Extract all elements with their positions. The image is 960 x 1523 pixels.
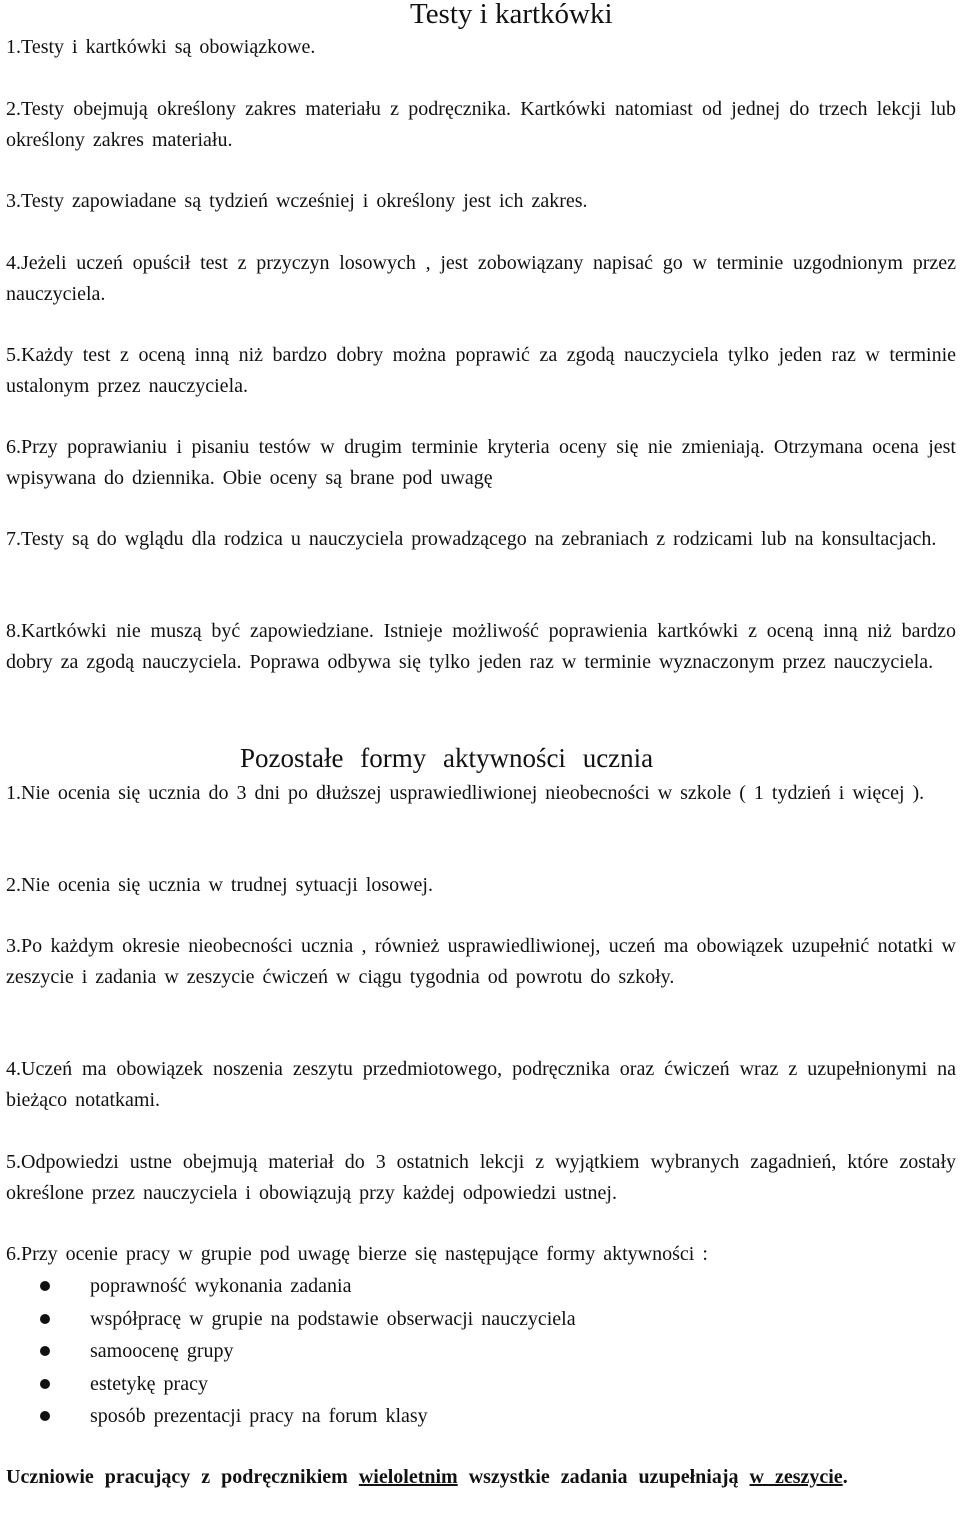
rule-6: 6.Przy poprawianiu i pisaniu testów w drugim terminie kryteria oceny się nie zmieniają. Otrzymana ocena jest wpisywana do dziennika. Obie oceny są brane pod uwagę xyxy=(6,436,956,489)
other-rule-2: 2.Nie ocenia się ucznia w trudnej sytuacji losowej. xyxy=(6,874,433,896)
list-item-text: poprawność wykonania zadania xyxy=(90,1275,352,1297)
list-item-text: samoocenę grupy xyxy=(90,1340,234,1362)
other-rule-6: 6.Przy ocenie pracy w grupie pod uwagę bierze się następujące formy aktywności : xyxy=(6,1243,708,1265)
closing-emphasis-w-zeszycie: w zeszycie xyxy=(749,1466,843,1488)
rule-1: 1.Testy i kartkówki są obowiązkowe. xyxy=(6,36,316,58)
bullet-icon xyxy=(40,1346,50,1356)
other-rule-3: 3.Po każdym okresie nieobecności ucznia , również usprawiedliwionej, uczeń ma obowiązek uzupełnić notatki w zeszycie i zadania w zeszycie ćwiczeń w ciągu tygodnia od powrotu do szkoły. xyxy=(6,935,956,988)
closing-emphasis-wieloletnim: wieloletnim xyxy=(358,1466,458,1488)
closing-text: Uczniowie pracujący z podręcznikiem xyxy=(6,1466,359,1488)
other-rule-4: 4.Uczeń ma obowiązek noszenia zeszytu przedmiotowego, podręcznika oraz ćwiczeń wraz z uzupełnionymi na bieżąco notatkami. xyxy=(6,1058,956,1111)
rule-5: 5.Każdy test z oceną inną niż bardzo dobry można poprawić za zgodą nauczyciela tylko jeden raz w terminie ustalonym przez nauczyciela. xyxy=(6,344,956,397)
list-item xyxy=(0,1400,960,1433)
list-item xyxy=(0,1335,960,1368)
other-rule-5: 5.Odpowiedzi ustne obejmują materiał do 3 ostatnich lekcji z wyjątkiem wybranych zagadnień, które zostały określone przez nauczyciela i obowiązują przy każdej odpowiedzi ustnej. xyxy=(6,1151,956,1204)
rule-3: 3.Testy zapowiadane są tydzień wcześniej i określony jest ich zakres. xyxy=(6,190,588,212)
list-item-text: sposób prezentacji pracy na forum klasy xyxy=(90,1405,428,1427)
list-item xyxy=(0,1368,960,1401)
closing-note xyxy=(6,1462,896,1493)
rule-8: 8.Kartkówki nie muszą być zapowiedziane. Istnieje możliwość poprawienia kartkówki z oceną inną niż bardzo dobry za zgodą nauczyciela. Poprawa odbywa się tylko jeden raz w terminie wyznaczonym przez nauczyciela. xyxy=(6,620,956,673)
group-criteria-list xyxy=(0,1270,960,1433)
rule-4: 4.Jeżeli uczeń opuścił test z przyczyn losowych , jest zobowiązany napisać go w terminie uzgodnionym przez nauczyciela. xyxy=(6,252,956,305)
bullet-icon xyxy=(40,1379,50,1389)
rule-2: 2.Testy obejmują określony zakres materiału z podręcznika. Kartkówki natomiast od jednej do trzech lekcji lub określony zakres materiału. xyxy=(6,98,956,151)
list-item xyxy=(0,1303,960,1336)
section-title: Pozostałe formy aktywności ucznia xyxy=(240,743,654,773)
other-rule-1: 1.Nie ocenia się ucznia do 3 dni po dłuższej usprawiedliwionej nieobecności w szkole ( 1 tydzień i więcej ). xyxy=(6,782,925,804)
closing-text: wszystkie zadania uzupełniają xyxy=(457,1466,750,1488)
bullet-icon xyxy=(40,1411,50,1421)
list-item-text: estetykę pracy xyxy=(90,1372,208,1395)
list-item-text: współpracę w grupie na podstawie obserwacji nauczyciela xyxy=(90,1307,576,1330)
page-title: Testy i kartkówki xyxy=(410,0,613,30)
bullet-icon xyxy=(40,1314,50,1324)
bullet-icon xyxy=(40,1281,50,1291)
list-item xyxy=(0,1270,960,1303)
rule-7: 7.Testy są do wglądu dla rodzica u nauczyciela prowadzącego na zebraniach z rodzicami lub na konsultacjach. xyxy=(6,528,937,550)
closing-text: . xyxy=(842,1466,848,1488)
